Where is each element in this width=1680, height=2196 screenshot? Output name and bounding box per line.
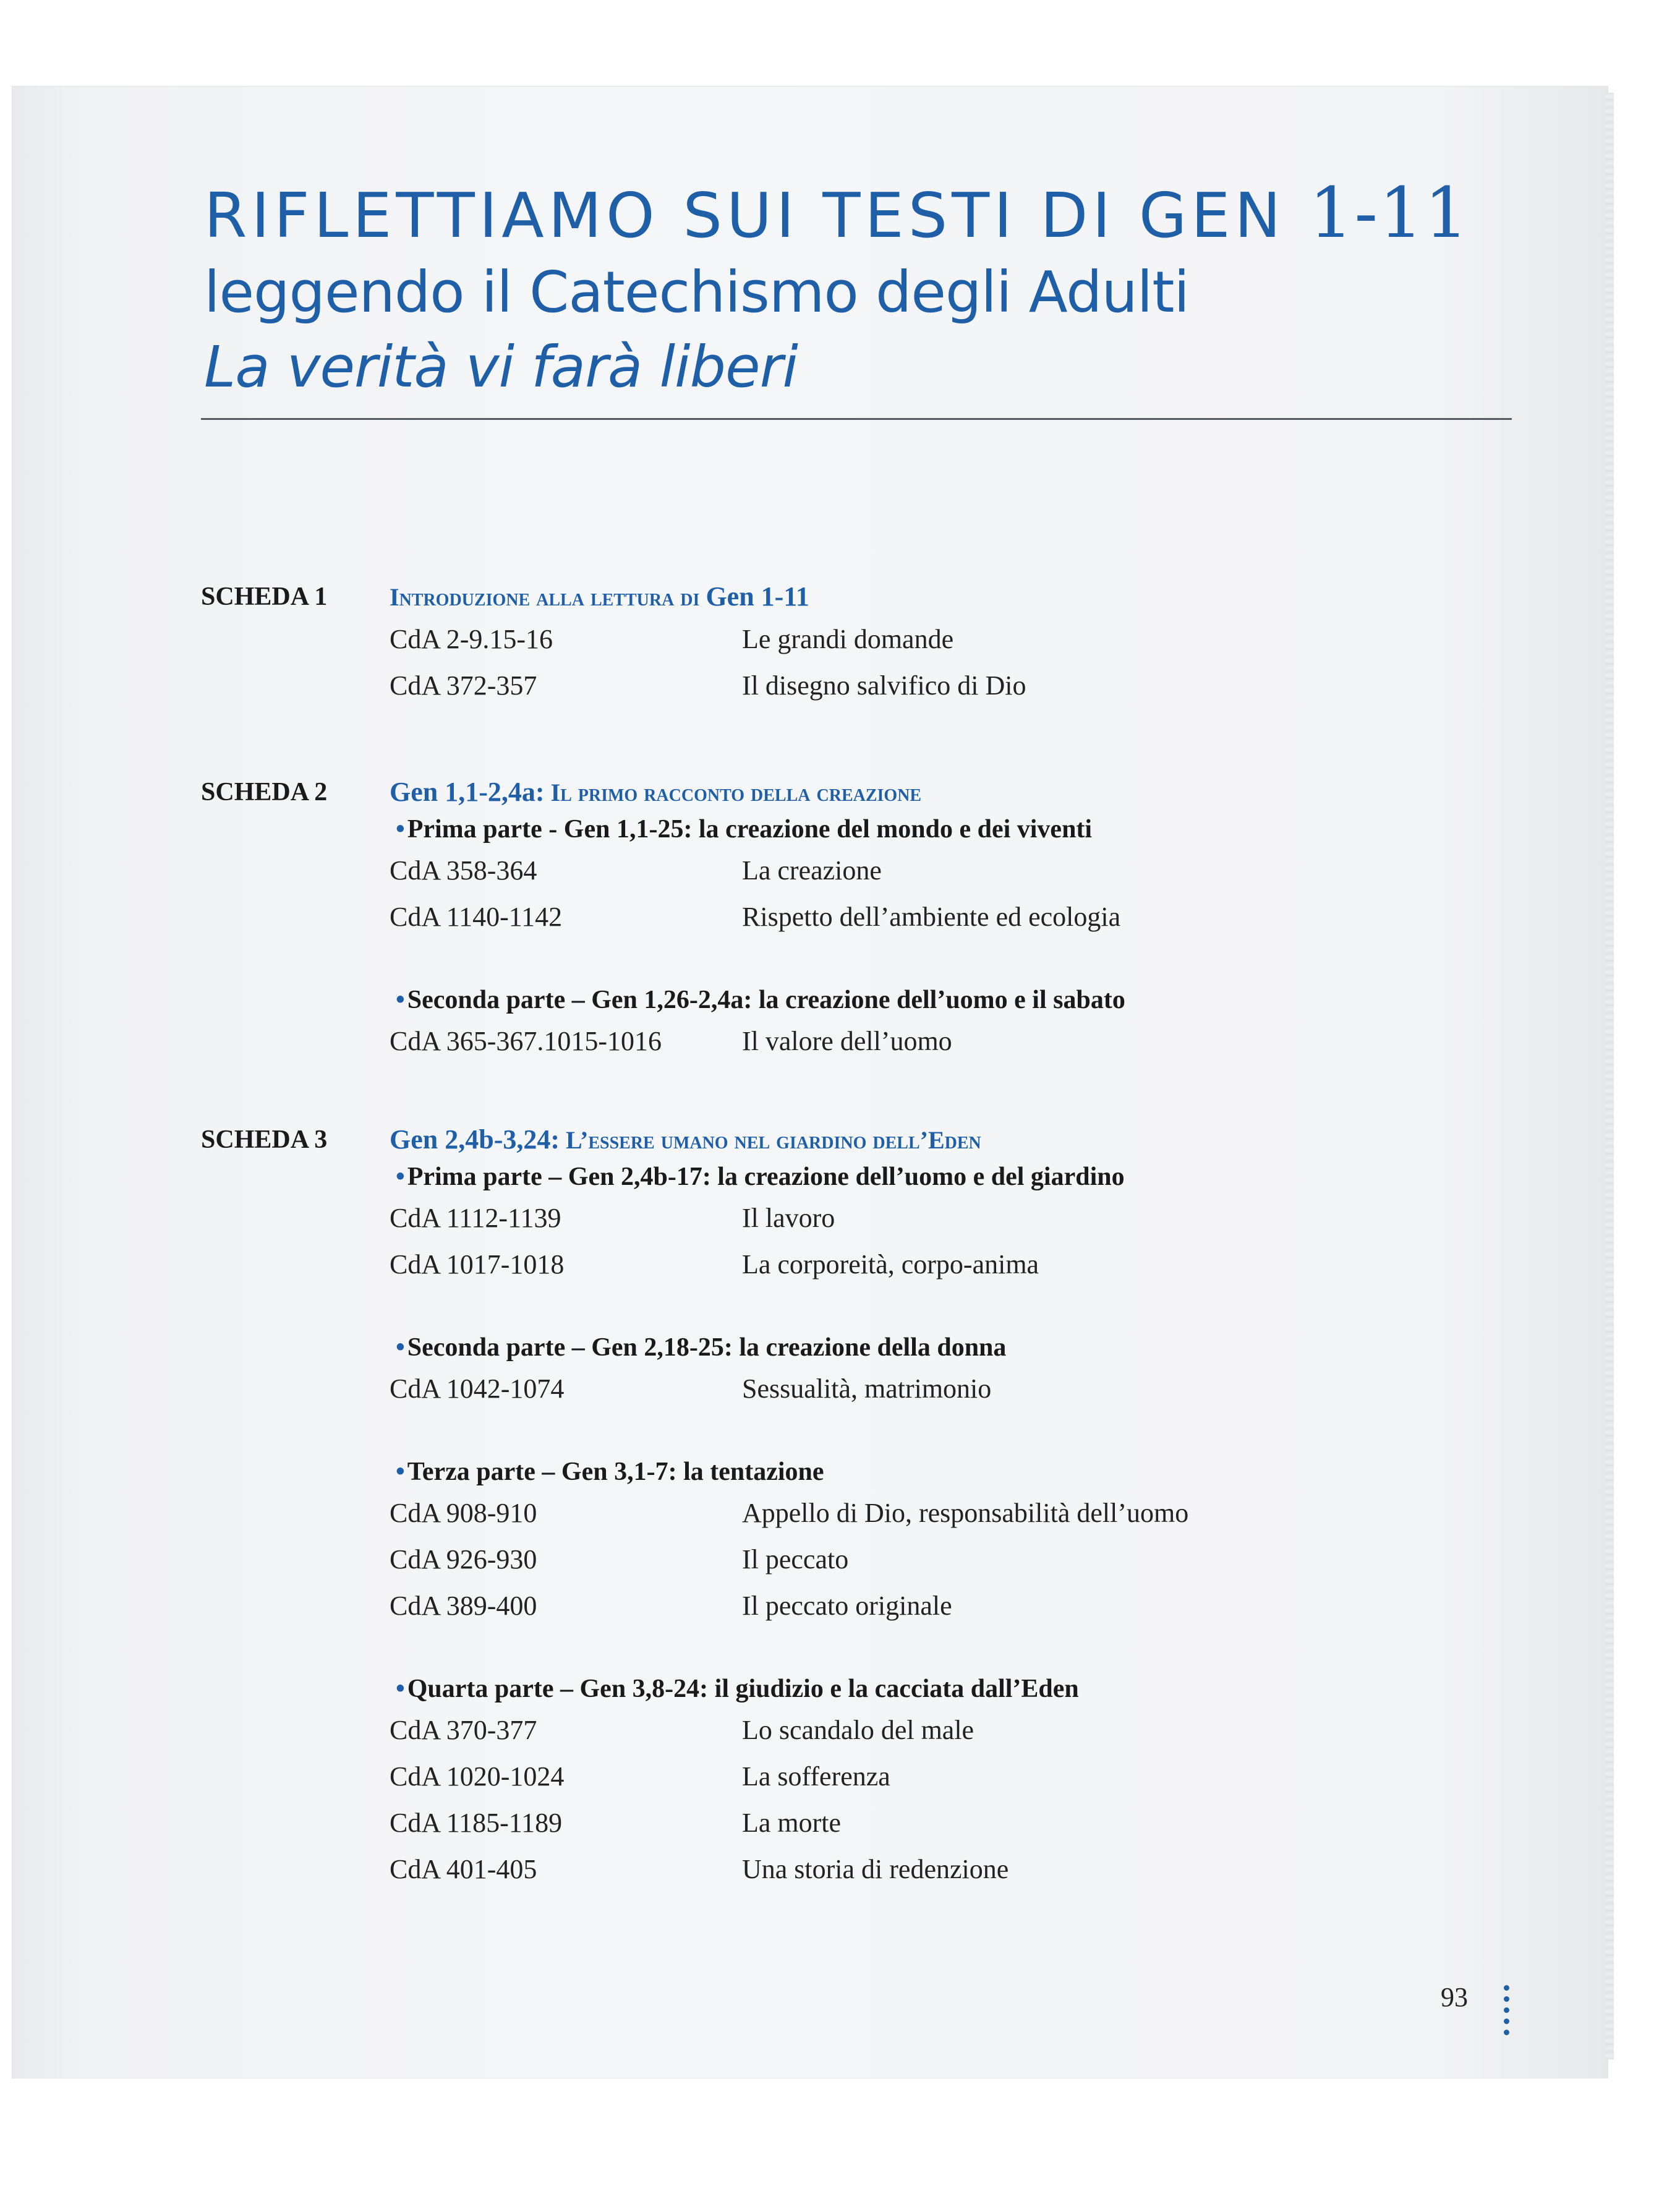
scheda-heading-ref: Gen 1,1-2,4a: bbox=[390, 777, 545, 807]
section-heading-text: Seconda parte – Gen 2,18-25: la creazione della donna bbox=[407, 1333, 1007, 1362]
scheda-2 bbox=[201, 774, 1561, 1064]
reference-row bbox=[390, 616, 1561, 662]
section-heading bbox=[396, 1671, 1561, 1707]
bullet-icon: • bbox=[396, 1458, 405, 1486]
scheda-1 bbox=[201, 578, 1561, 709]
bullet-icon: • bbox=[396, 815, 405, 844]
section-heading-text: Prima parte - Gen 1,1-25: la creazione del mondo e dei viventi bbox=[407, 815, 1093, 844]
cda-ref: CdA 2-9.15-16 bbox=[390, 624, 553, 654]
scheda-heading-text: Introduzione alla lettura di bbox=[390, 583, 700, 611]
page-title-text: RIFLETTIAMO SUI TESTI DI GEN bbox=[204, 179, 1286, 252]
scheda-heading bbox=[390, 774, 1561, 811]
cda-topic: Il peccato originale bbox=[742, 1591, 952, 1621]
reference-row bbox=[390, 1195, 1561, 1241]
bullet-icon: • bbox=[396, 1333, 405, 1362]
scheda-heading-text: Il primo racconto della creazione bbox=[550, 779, 922, 806]
cda-ref: CdA 401-405 bbox=[390, 1854, 537, 1884]
content-list bbox=[201, 578, 1561, 1892]
section-heading bbox=[396, 811, 1561, 847]
bullet-icon: • bbox=[396, 1675, 405, 1703]
cda-ref: CdA 370-377 bbox=[390, 1715, 537, 1745]
page-title-range: 1-11 bbox=[1309, 173, 1470, 254]
cda-ref: CdA 1185-1189 bbox=[390, 1808, 563, 1838]
title-divider bbox=[201, 418, 1512, 420]
cda-topic: Una storia di redenzione bbox=[742, 1854, 1009, 1884]
reference-row bbox=[390, 1846, 1561, 1892]
page-edge bbox=[1605, 93, 1614, 2059]
scheda-heading-ref: Gen 1-11 bbox=[706, 581, 809, 612]
cda-topic: La sofferenza bbox=[742, 1761, 890, 1792]
reference-row bbox=[390, 1241, 1561, 1288]
bullet-icon: • bbox=[396, 986, 405, 1014]
cda-ref: CdA 1140-1142 bbox=[390, 902, 563, 932]
scheda-label: SCHEDA 1 bbox=[201, 583, 328, 611]
dot-icon bbox=[1504, 2030, 1509, 2035]
cda-topic: Le grandi domande bbox=[742, 624, 954, 654]
reference-row bbox=[390, 1365, 1561, 1412]
cda-topic: Il disegno salvifico di Dio bbox=[742, 670, 1026, 701]
dot-icon bbox=[1504, 1996, 1509, 2002]
section-heading-text: Quarta parte – Gen 3,8-24: il giudizio e la cacciata dall’Eden bbox=[407, 1675, 1079, 1703]
cda-ref: CdA 1020-1024 bbox=[390, 1761, 565, 1792]
reference-row bbox=[390, 1753, 1561, 1800]
section-heading-text: Terza parte – Gen 3,1-7: la tentazione bbox=[407, 1458, 824, 1486]
page-number-dots bbox=[1504, 1985, 1511, 2041]
dot-icon bbox=[1504, 1985, 1509, 1991]
cda-ref: CdA 908-910 bbox=[390, 1498, 537, 1528]
reference-row bbox=[390, 1707, 1561, 1753]
scheda-label: SCHEDA 3 bbox=[201, 1126, 328, 1154]
scheda-3 bbox=[201, 1121, 1561, 1892]
cda-ref: CdA 372-357 bbox=[390, 670, 537, 701]
cda-ref: CdA 358-364 bbox=[390, 855, 537, 886]
bullet-icon: • bbox=[396, 1163, 405, 1191]
page-number: 93 bbox=[1441, 1982, 1468, 2012]
cda-topic: La creazione bbox=[742, 855, 882, 886]
cda-topic: Il lavoro bbox=[742, 1203, 835, 1233]
cda-ref: CdA 1042-1074 bbox=[390, 1374, 565, 1404]
scheda-heading-text: L’essere umano nel giardino dell’Eden bbox=[566, 1126, 981, 1154]
page-subtitle: leggendo il Catechismo degli Adulti bbox=[204, 259, 1189, 325]
section-heading-text: Seconda parte – Gen 1,26-2,4a: la creazione dell’uomo e il sabato bbox=[407, 986, 1125, 1014]
title-block bbox=[204, 173, 1515, 406]
cda-topic: Appello di Dio, responsabilità dell’uomo bbox=[742, 1498, 1189, 1528]
reference-row bbox=[390, 894, 1561, 940]
cda-ref: CdA 389-400 bbox=[390, 1591, 537, 1621]
section-heading bbox=[396, 1159, 1561, 1195]
reference-row bbox=[390, 1490, 1561, 1536]
reference-row bbox=[390, 1536, 1561, 1583]
reference-row bbox=[390, 1018, 1561, 1064]
cda-topic: Sessualità, matrimonio bbox=[742, 1374, 992, 1404]
cda-topic: La morte bbox=[742, 1808, 842, 1838]
reference-row bbox=[390, 662, 1561, 709]
cda-ref: CdA 926-930 bbox=[390, 1544, 537, 1574]
section-heading bbox=[396, 1454, 1561, 1490]
scheda-heading bbox=[390, 578, 1561, 616]
cda-ref: CdA 1112-1139 bbox=[390, 1203, 561, 1233]
section-heading bbox=[396, 1330, 1561, 1365]
reference-row bbox=[390, 1800, 1561, 1846]
cda-topic: Rispetto dell’ambiente ed ecologia bbox=[742, 902, 1121, 932]
reference-row bbox=[390, 1583, 1561, 1629]
cda-topic: Il valore dell’uomo bbox=[742, 1026, 952, 1056]
dot-icon bbox=[1504, 2019, 1509, 2024]
section-heading-text: Prima parte – Gen 2,4b-17: la creazione dell’uomo e del giardino bbox=[407, 1163, 1125, 1191]
book-title: La verità vi farà liberi bbox=[204, 334, 798, 400]
reference-row bbox=[390, 847, 1561, 894]
section-heading bbox=[396, 982, 1561, 1018]
cda-topic: Lo scandalo del male bbox=[742, 1715, 974, 1745]
scheda-heading-ref: Gen 2,4b-3,24: bbox=[390, 1124, 560, 1155]
cda-ref: CdA 365-367.1015-1016 bbox=[390, 1026, 662, 1056]
page-title bbox=[204, 173, 1515, 256]
cda-ref: CdA 1017-1018 bbox=[390, 1249, 565, 1280]
scheda-label: SCHEDA 2 bbox=[201, 778, 328, 806]
cda-topic: Il peccato bbox=[742, 1544, 849, 1574]
dot-icon bbox=[1504, 2007, 1509, 2013]
scheda-heading bbox=[390, 1121, 1561, 1159]
cda-topic: La corporeità, corpo-anima bbox=[742, 1249, 1039, 1280]
